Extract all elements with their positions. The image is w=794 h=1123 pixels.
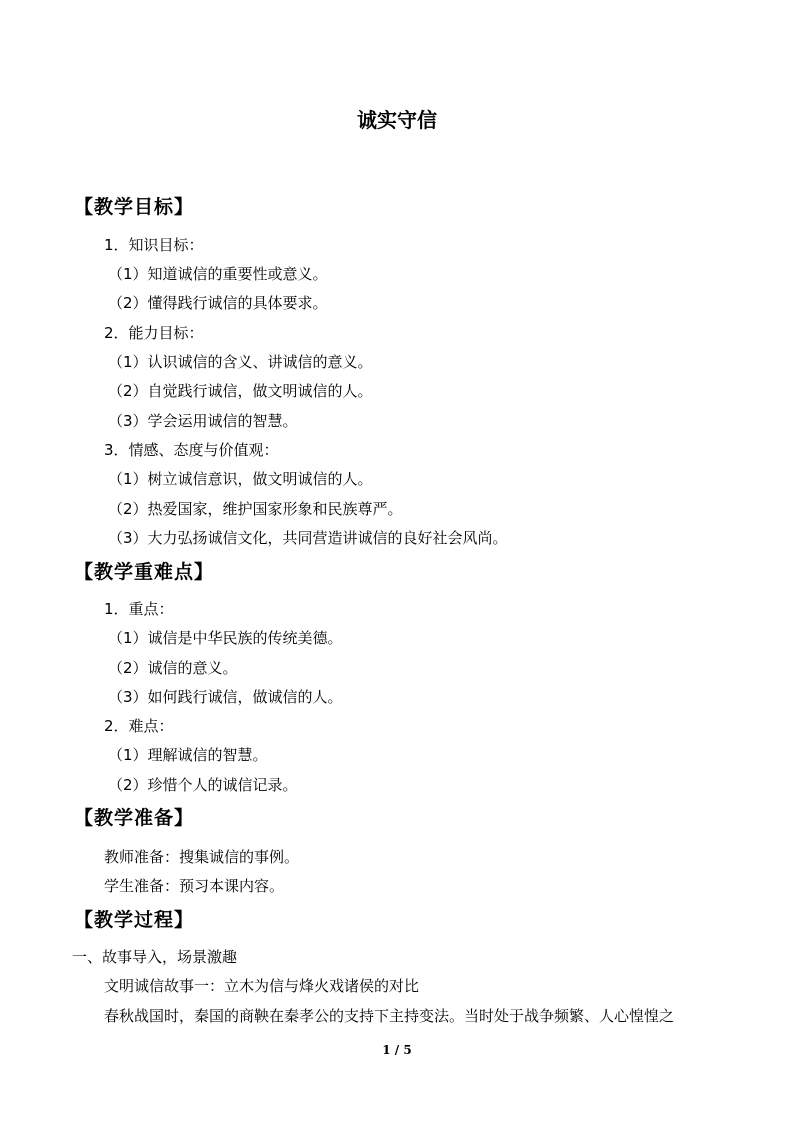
key-points-line: （2）诚信的意义。	[108, 659, 238, 677]
objectives-line: （1）树立诚信意识，做文明诚信的人。	[108, 470, 373, 488]
objectives-heading: 【教学目标】	[74, 196, 195, 218]
objectives-line: 1．知识目标：	[104, 236, 204, 254]
objectives-line: 3．情感、态度与价值观：	[104, 441, 279, 459]
objectives-line: （2）热爱国家，维护国家形象和民族尊严。	[108, 500, 403, 518]
key-points-line: （3）如何践行诚信，做诚信的人。	[108, 688, 343, 706]
key-points-heading: 【教学重难点】	[74, 561, 215, 583]
preparation-line: 学生准备：预习本课内容。	[104, 877, 285, 895]
process-heading: 【教学过程】	[74, 909, 195, 931]
key-points-line: 2．难点：	[104, 717, 174, 735]
key-points-line: 1．重点：	[104, 600, 174, 618]
process-line: 春秋战国时，秦国的商鞅在秦孝公的支持下主持变法。当时处于战争频繁、人心惶惶之	[104, 1007, 675, 1025]
objectives-line: （2）自觉践行诚信，做文明诚信的人。	[108, 382, 373, 400]
page-number: 1 / 5	[382, 1043, 412, 1057]
key-points-line: （2）珍惜个人的诚信记录。	[108, 776, 298, 794]
objectives-line: （3）学会运用诚信的智慧。	[108, 412, 298, 430]
key-points-line: （1）诚信是中华民族的传统美德。	[108, 629, 343, 647]
objectives-line: （2）懂得践行诚信的具体要求。	[108, 294, 328, 312]
objectives-line: （1）知道诚信的重要性或意义。	[108, 265, 328, 283]
preparation-heading: 【教学准备】	[74, 807, 195, 829]
objectives-line: （1）认识诚信的含义、讲诚信的意义。	[108, 353, 373, 371]
process-section-title: 一、故事导入，场景激趣	[72, 948, 238, 966]
preparation-line: 教师准备：搜集诚信的事例。	[104, 848, 300, 866]
objectives-line: 2．能力目标：	[104, 324, 204, 342]
objectives-line: （3）大力弘扬诚信文化，共同营造讲诚信的良好社会风尚。	[108, 529, 508, 547]
key-points-line: （1）理解诚信的智慧。	[108, 746, 268, 764]
process-line: 文明诚信故事一：立木为信与烽火戏诸侯的对比	[104, 977, 420, 995]
document-title: 诚实守信	[357, 108, 437, 132]
